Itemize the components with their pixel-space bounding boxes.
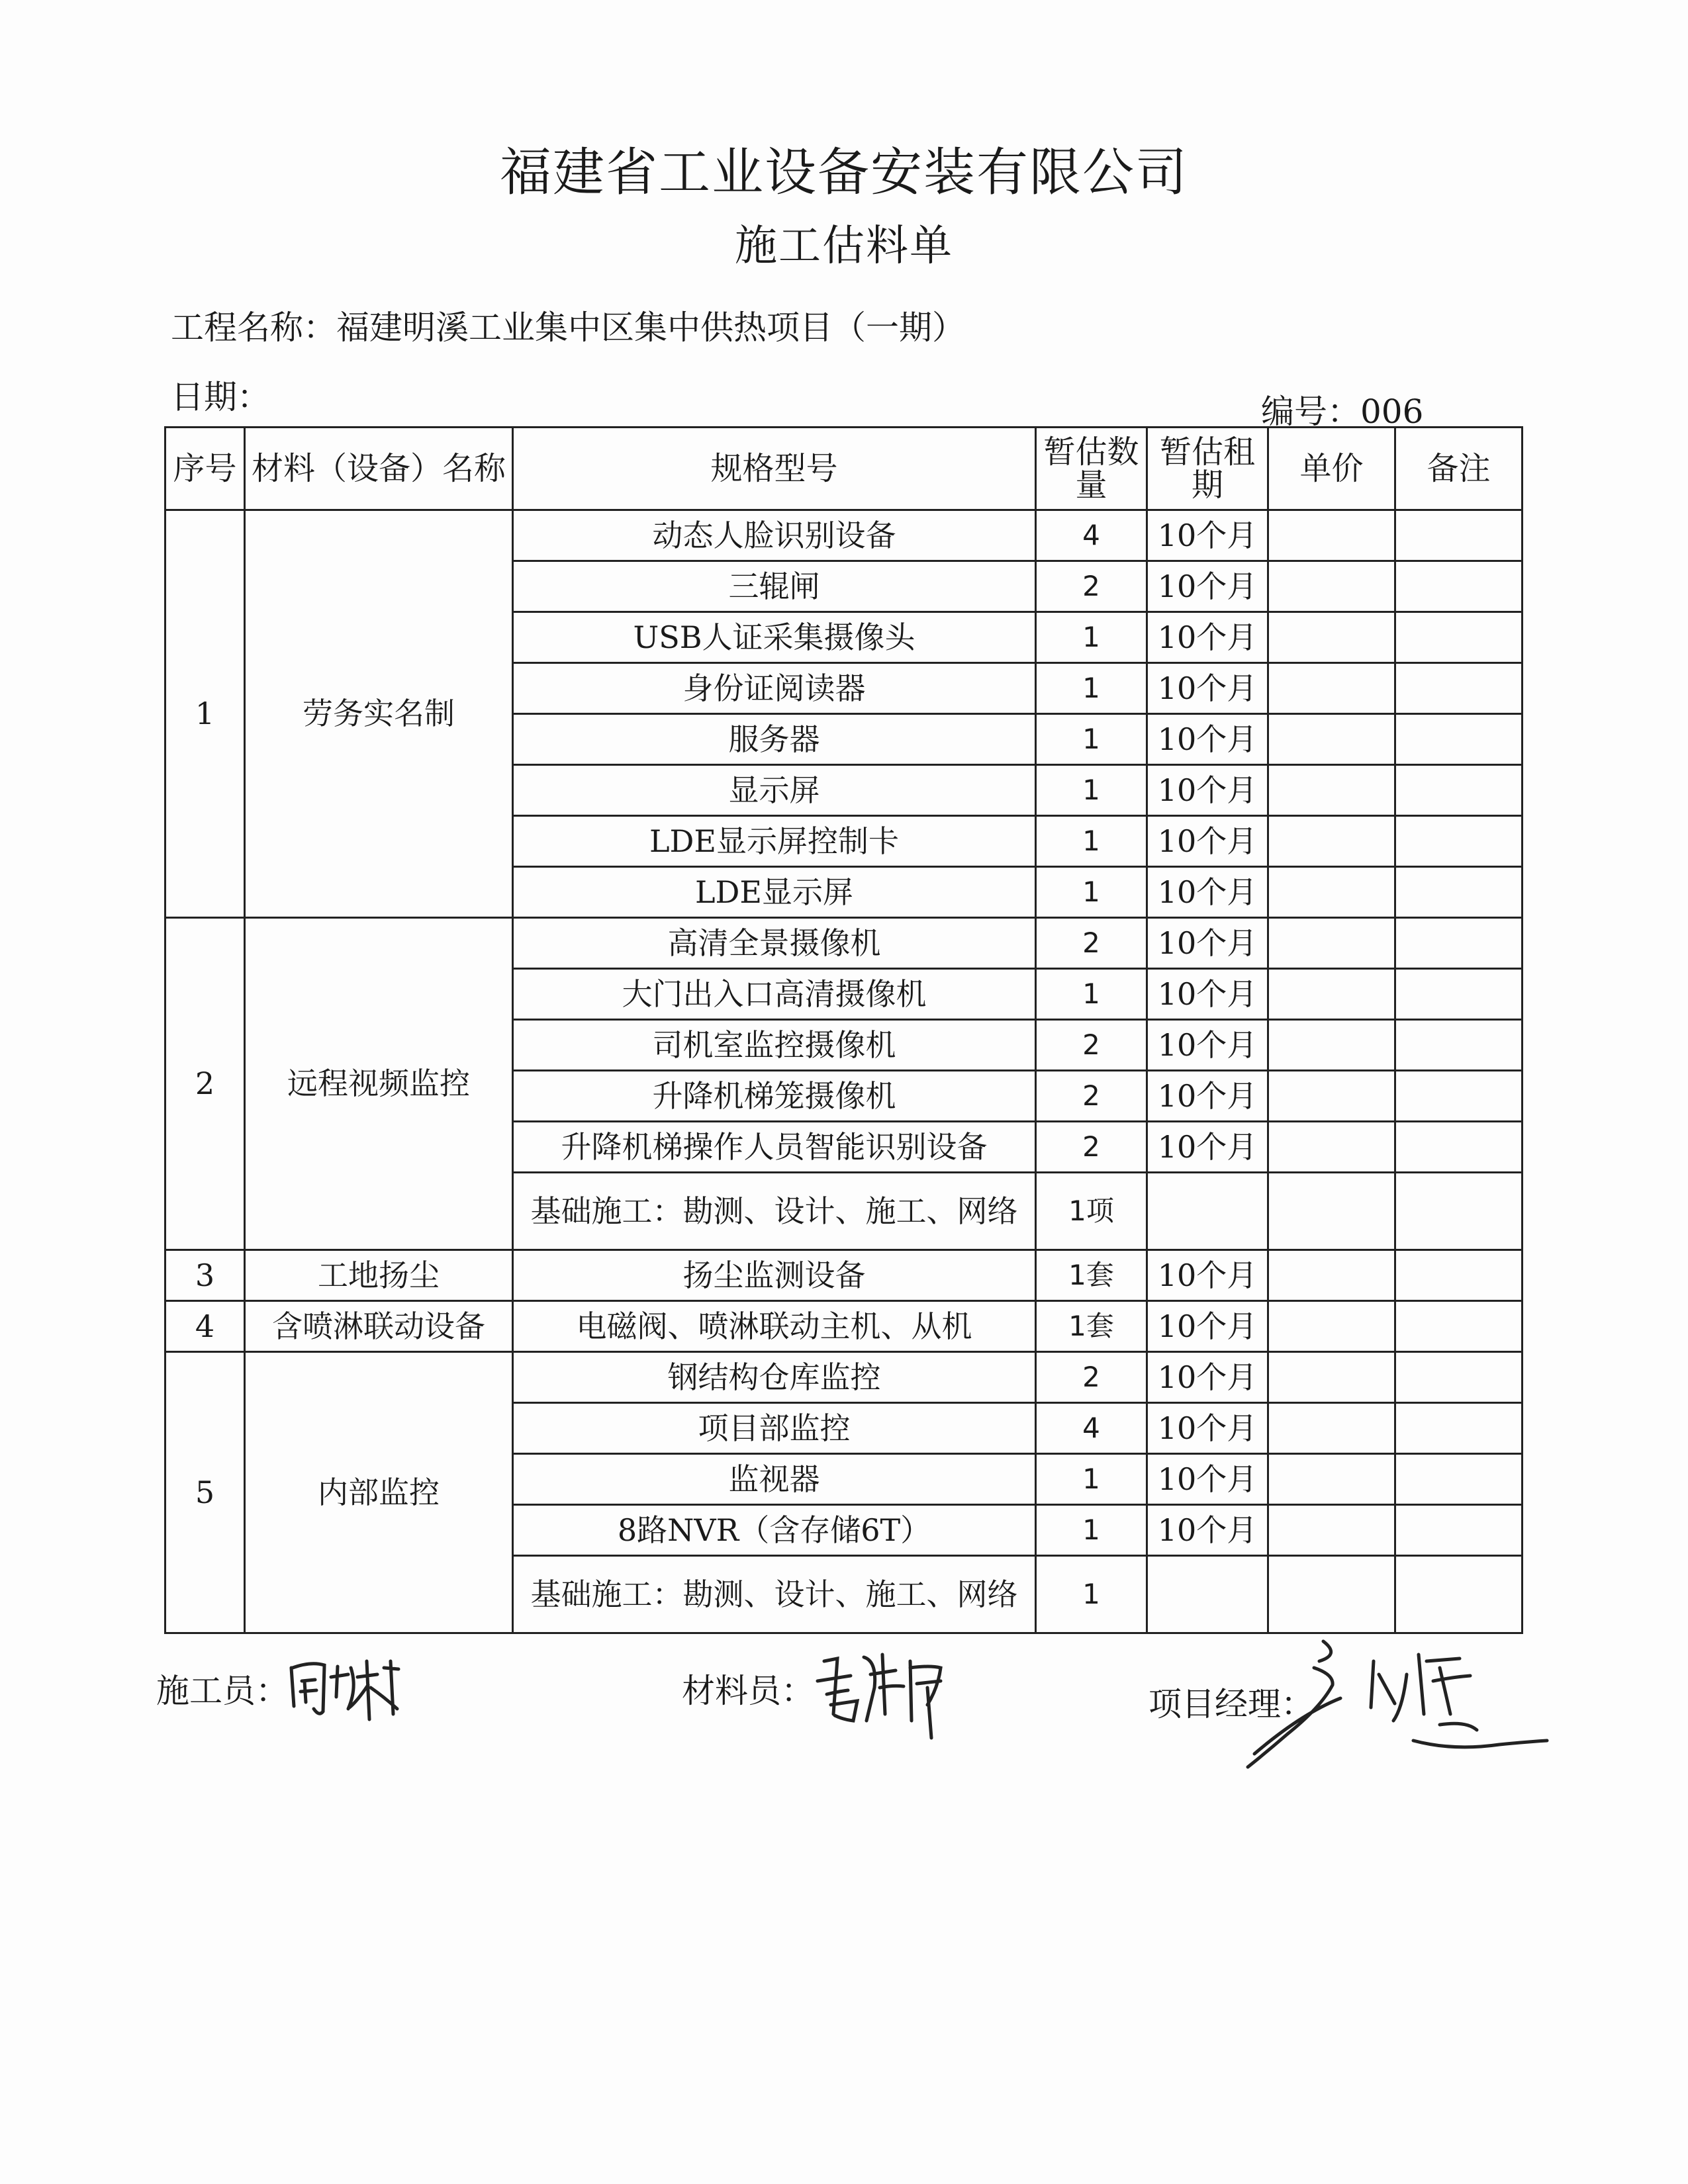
row-spec: 项目部监控 bbox=[513, 1403, 1036, 1454]
row-price bbox=[1268, 561, 1395, 612]
row-remark bbox=[1395, 867, 1523, 918]
builder-label: 施工员： bbox=[156, 1672, 289, 1710]
row-spec: 动态人脸识别设备 bbox=[513, 510, 1036, 561]
row-spec: 电磁阀、喷淋联动主机、从机 bbox=[513, 1301, 1036, 1352]
row-qty: 2 bbox=[1036, 1071, 1147, 1122]
row-price bbox=[1268, 816, 1395, 867]
row-spec: 升降机梯操作人员智能识别设备 bbox=[513, 1122, 1036, 1173]
row-price bbox=[1268, 1352, 1395, 1403]
row-price bbox=[1268, 1454, 1395, 1505]
row-period: 10个月 bbox=[1147, 1122, 1268, 1173]
row-spec: 扬尘监测设备 bbox=[513, 1250, 1036, 1301]
row-price bbox=[1268, 1020, 1395, 1071]
date-label: 日期： bbox=[171, 378, 270, 416]
row-remark bbox=[1395, 765, 1523, 816]
row-price bbox=[1268, 1071, 1395, 1122]
row-spec: 钢结构仓库监控 bbox=[513, 1352, 1036, 1403]
row-seq: 1 bbox=[165, 510, 245, 918]
row-price bbox=[1268, 510, 1395, 561]
row-spec: 基础施工：勘测、设计、施工、网络 bbox=[513, 1556, 1036, 1633]
table-row bbox=[165, 1352, 1523, 1403]
row-price bbox=[1268, 918, 1395, 969]
row-seq: 4 bbox=[165, 1301, 245, 1352]
row-price bbox=[1268, 1173, 1395, 1250]
project-name: 工程名称：福建明溪工业集中区集中供热项目（一期） bbox=[171, 308, 965, 347]
row-price bbox=[1268, 1250, 1395, 1301]
row-period bbox=[1147, 1173, 1268, 1250]
row-price bbox=[1268, 867, 1395, 918]
builder-signature bbox=[285, 1648, 417, 1721]
material-signature bbox=[811, 1641, 963, 1741]
row-period bbox=[1147, 1556, 1268, 1633]
row-remark bbox=[1395, 816, 1523, 867]
row-price bbox=[1268, 969, 1395, 1020]
table-row bbox=[165, 1301, 1523, 1352]
row-qty: 1 bbox=[1036, 969, 1147, 1020]
row-remark bbox=[1395, 714, 1523, 765]
row-qty: 1 bbox=[1036, 765, 1147, 816]
row-period: 10个月 bbox=[1147, 1250, 1268, 1301]
row-period: 10个月 bbox=[1147, 1352, 1268, 1403]
manager-label: 项目经理： bbox=[1149, 1685, 1314, 1723]
row-period: 10个月 bbox=[1147, 1301, 1268, 1352]
row-remark bbox=[1395, 969, 1523, 1020]
row-qty: 2 bbox=[1036, 918, 1147, 969]
row-price bbox=[1268, 612, 1395, 663]
table-row bbox=[165, 510, 1523, 561]
row-spec: 身份证阅读器 bbox=[513, 663, 1036, 714]
row-spec: 显示屏 bbox=[513, 765, 1036, 816]
col-header-spec: 规格型号 bbox=[513, 428, 1036, 510]
row-seq: 5 bbox=[165, 1352, 245, 1633]
row-price bbox=[1268, 1301, 1395, 1352]
row-period: 10个月 bbox=[1147, 1071, 1268, 1122]
col-header-period: 暂估租期 bbox=[1147, 428, 1268, 510]
row-price bbox=[1268, 663, 1395, 714]
table-row bbox=[165, 1250, 1523, 1301]
row-spec: 服务器 bbox=[513, 714, 1036, 765]
row-seq: 2 bbox=[165, 918, 245, 1250]
col-header-price: 单价 bbox=[1268, 428, 1395, 510]
row-period: 10个月 bbox=[1147, 918, 1268, 969]
row-qty: 1 bbox=[1036, 867, 1147, 918]
material-label: 材料员： bbox=[682, 1672, 814, 1710]
row-spec: LDE显示屏 bbox=[513, 867, 1036, 918]
row-period: 10个月 bbox=[1147, 1454, 1268, 1505]
table-row bbox=[165, 918, 1523, 969]
row-remark bbox=[1395, 1352, 1523, 1403]
row-spec: 大门出入口高清摄像机 bbox=[513, 969, 1036, 1020]
row-remark bbox=[1395, 1556, 1523, 1633]
row-period: 10个月 bbox=[1147, 1403, 1268, 1454]
row-remark bbox=[1395, 663, 1523, 714]
row-period: 10个月 bbox=[1147, 663, 1268, 714]
row-spec: 升降机梯笼摄像机 bbox=[513, 1071, 1036, 1122]
row-period: 10个月 bbox=[1147, 1505, 1268, 1556]
row-remark bbox=[1395, 1071, 1523, 1122]
row-period: 10个月 bbox=[1147, 510, 1268, 561]
row-qty: 1项 bbox=[1036, 1173, 1147, 1250]
row-remark bbox=[1395, 561, 1523, 612]
row-remark bbox=[1395, 1403, 1523, 1454]
manager-signature bbox=[1241, 1635, 1552, 1780]
row-material-name: 工地扬尘 bbox=[245, 1250, 513, 1301]
row-spec: 监视器 bbox=[513, 1454, 1036, 1505]
row-spec: LDE显示屏控制卡 bbox=[513, 816, 1036, 867]
col-header-seq: 序号 bbox=[165, 428, 245, 510]
row-price bbox=[1268, 1403, 1395, 1454]
row-qty: 2 bbox=[1036, 1020, 1147, 1071]
row-spec: 基础施工：勘测、设计、施工、网络 bbox=[513, 1173, 1036, 1250]
materials-table bbox=[164, 426, 1523, 1634]
row-remark bbox=[1395, 1505, 1523, 1556]
row-remark bbox=[1395, 1173, 1523, 1250]
row-price bbox=[1268, 1556, 1395, 1633]
row-spec: 8路NVR（含存储6T） bbox=[513, 1505, 1036, 1556]
row-material-name: 远程视频监控 bbox=[245, 918, 513, 1250]
row-material-name: 内部监控 bbox=[245, 1352, 513, 1633]
row-qty: 2 bbox=[1036, 1122, 1147, 1173]
row-spec: 高清全景摄像机 bbox=[513, 918, 1036, 969]
row-seq: 3 bbox=[165, 1250, 245, 1301]
row-material-name: 劳务实名制 bbox=[245, 510, 513, 918]
table-header-row bbox=[165, 428, 1523, 510]
col-header-remark: 备注 bbox=[1395, 428, 1523, 510]
row-period: 10个月 bbox=[1147, 867, 1268, 918]
col-header-name: 材料（设备）名称 bbox=[245, 428, 513, 510]
row-qty: 1 bbox=[1036, 816, 1147, 867]
row-period: 10个月 bbox=[1147, 816, 1268, 867]
row-remark bbox=[1395, 612, 1523, 663]
company-name: 福建省工业设备安装有限公司 bbox=[499, 143, 1188, 203]
row-remark bbox=[1395, 1020, 1523, 1071]
row-period: 10个月 bbox=[1147, 714, 1268, 765]
row-period: 10个月 bbox=[1147, 561, 1268, 612]
col-header-qty: 暂估数量 bbox=[1036, 428, 1147, 510]
row-remark bbox=[1395, 1454, 1523, 1505]
document-title: 施工估料单 bbox=[735, 222, 953, 271]
row-remark bbox=[1395, 1250, 1523, 1301]
document-number: 编号：006 bbox=[1261, 392, 1424, 431]
row-qty: 1套 bbox=[1036, 1301, 1147, 1352]
row-qty: 1 bbox=[1036, 1505, 1147, 1556]
row-remark bbox=[1395, 510, 1523, 561]
row-period: 10个月 bbox=[1147, 1020, 1268, 1071]
row-spec: 三辊闸 bbox=[513, 561, 1036, 612]
row-period: 10个月 bbox=[1147, 969, 1268, 1020]
row-period: 10个月 bbox=[1147, 612, 1268, 663]
row-remark bbox=[1395, 1122, 1523, 1173]
row-price bbox=[1268, 714, 1395, 765]
row-qty: 1 bbox=[1036, 1556, 1147, 1633]
row-remark bbox=[1395, 918, 1523, 969]
row-qty: 4 bbox=[1036, 510, 1147, 561]
row-remark bbox=[1395, 1301, 1523, 1352]
row-period: 10个月 bbox=[1147, 765, 1268, 816]
row-price bbox=[1268, 1122, 1395, 1173]
row-material-name: 含喷淋联动设备 bbox=[245, 1301, 513, 1352]
row-price bbox=[1268, 765, 1395, 816]
row-price bbox=[1268, 1505, 1395, 1556]
row-qty: 1 bbox=[1036, 612, 1147, 663]
row-qty: 1套 bbox=[1036, 1250, 1147, 1301]
row-qty: 2 bbox=[1036, 1352, 1147, 1403]
row-qty: 1 bbox=[1036, 1454, 1147, 1505]
row-spec: USB人证采集摄像头 bbox=[513, 612, 1036, 663]
row-spec: 司机室监控摄像机 bbox=[513, 1020, 1036, 1071]
row-qty: 2 bbox=[1036, 561, 1147, 612]
row-qty: 4 bbox=[1036, 1403, 1147, 1454]
row-qty: 1 bbox=[1036, 663, 1147, 714]
row-qty: 1 bbox=[1036, 714, 1147, 765]
